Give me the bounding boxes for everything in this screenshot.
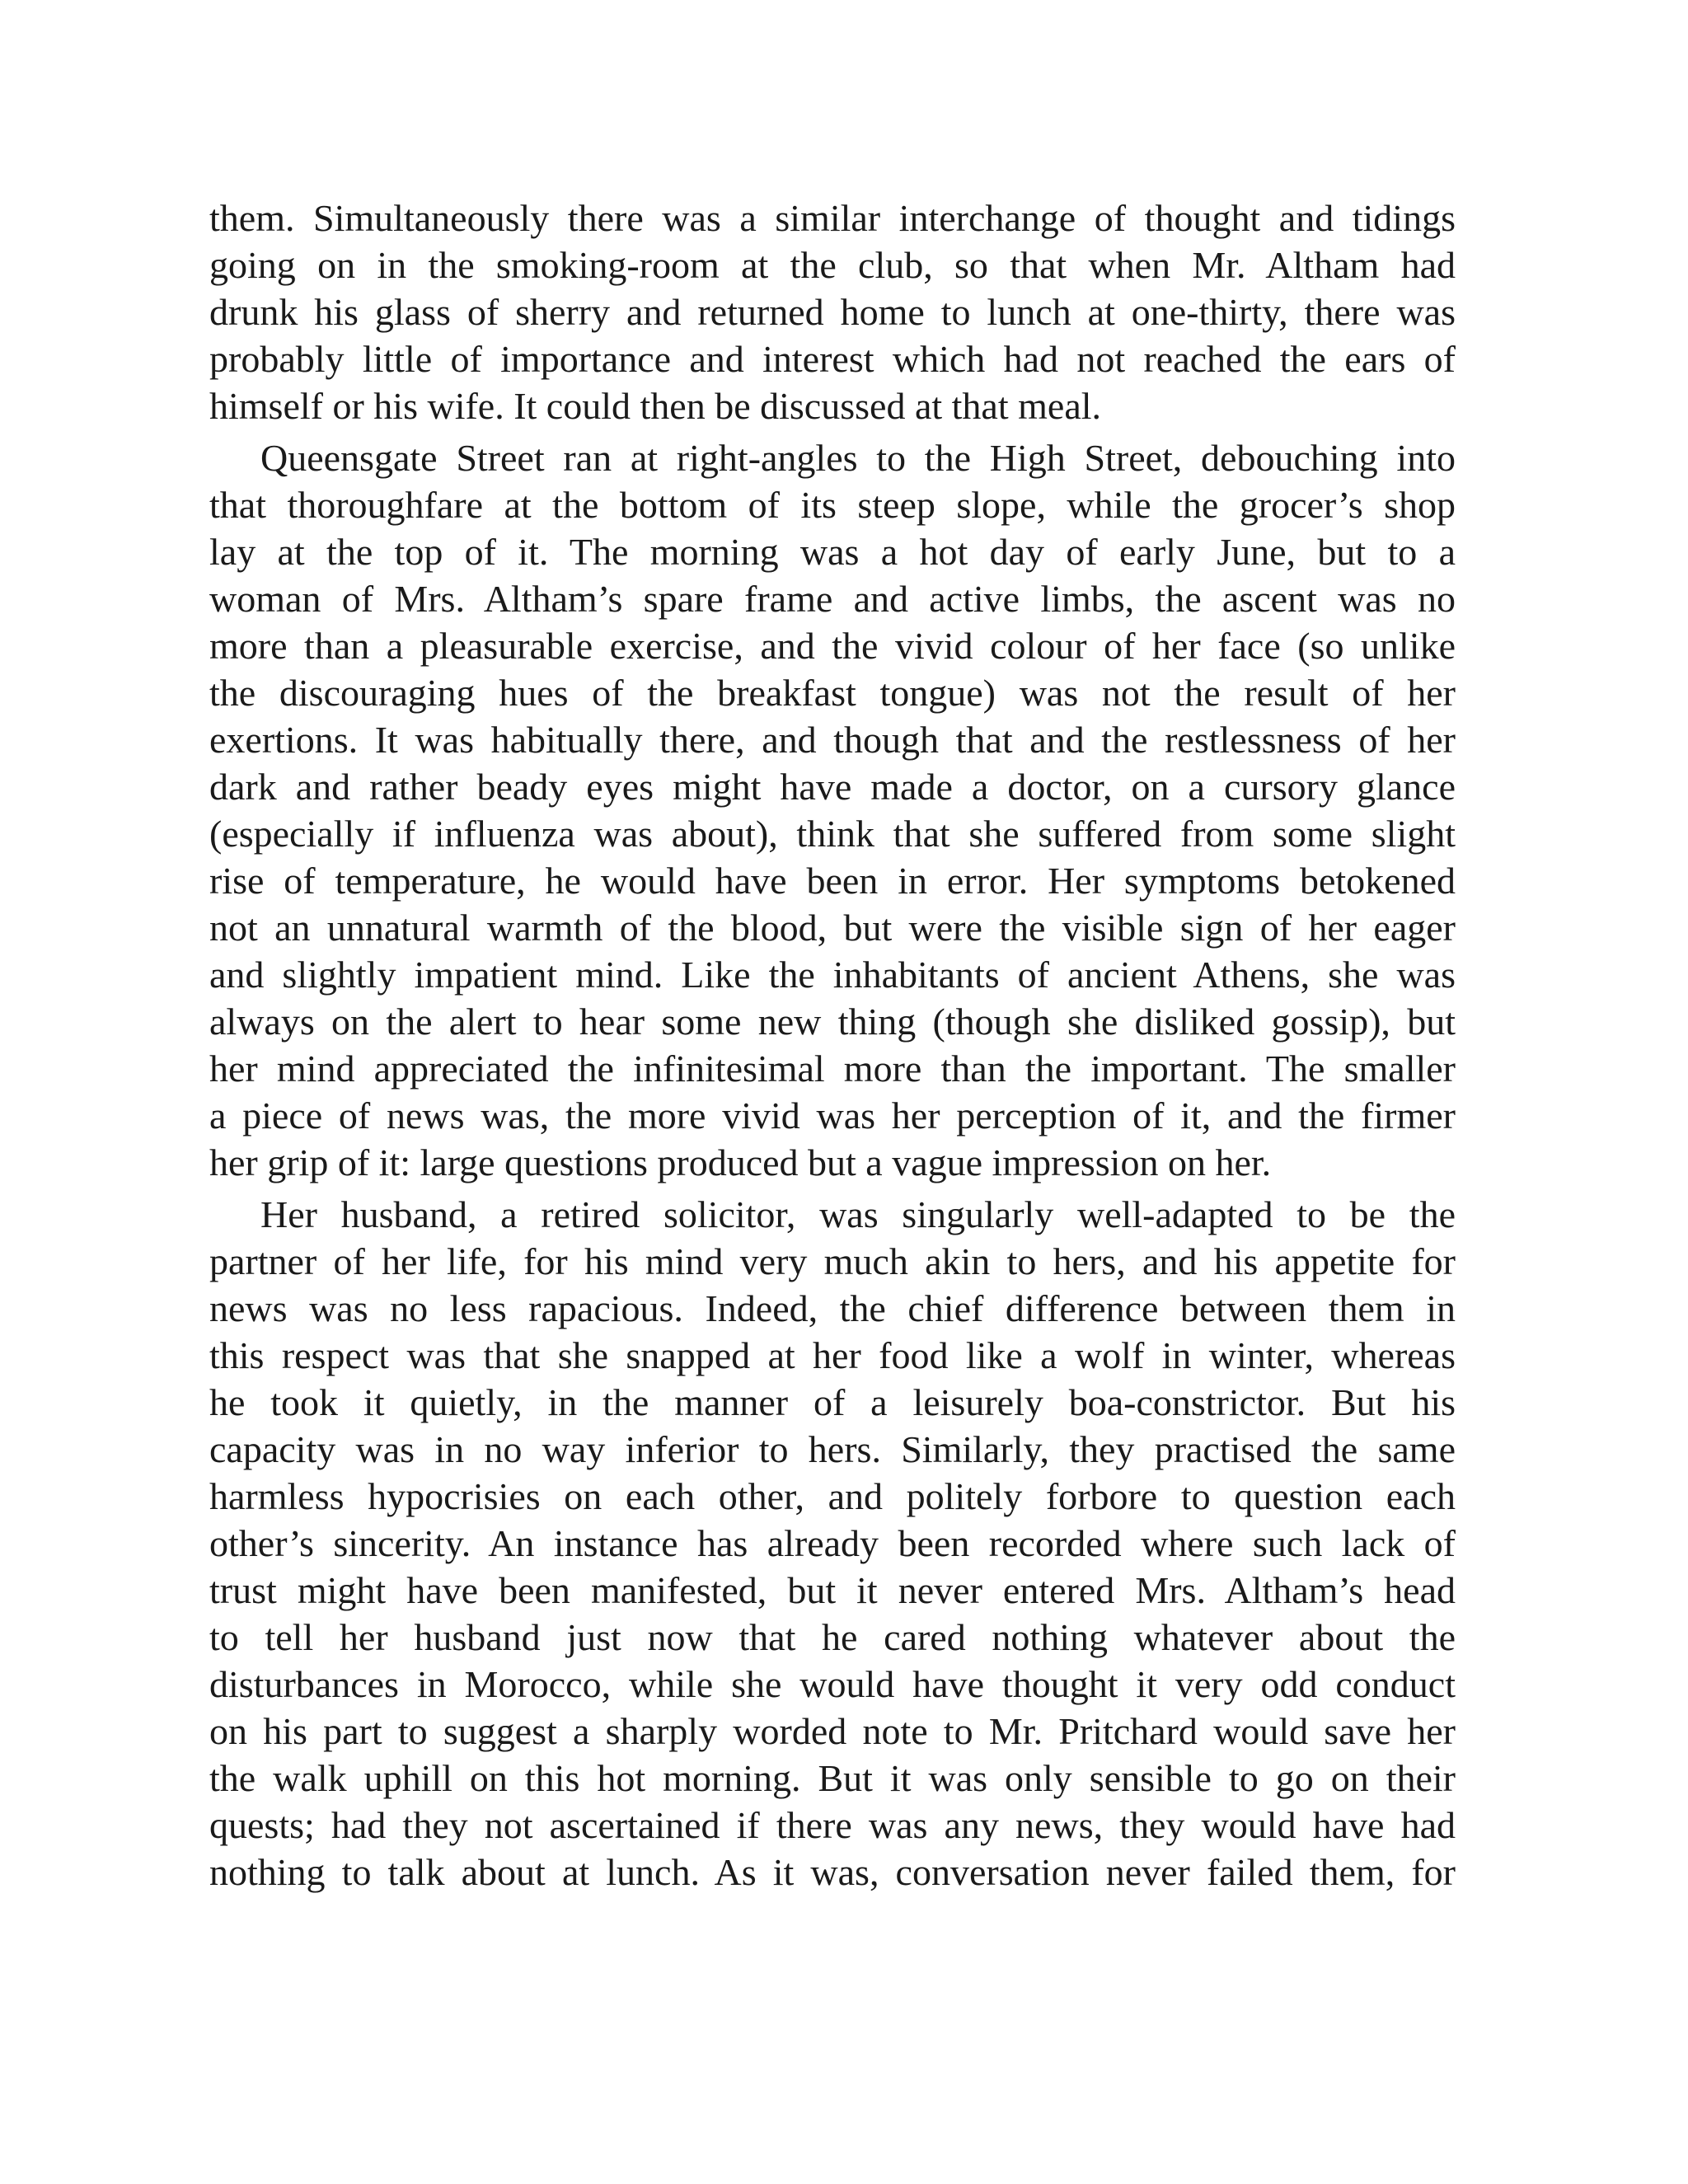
text-line: a piece of news was, the more vivid was her perception of it, and the firmer <box>209 1094 1456 1137</box>
text-line: himself or his wife. It could then be discussed at that meal. <box>209 385 1102 427</box>
paragraph-2 <box>209 434 1456 1186</box>
text-line: probably little of importance and interest which had not reached the ears of <box>209 338 1456 380</box>
paragraph-1 <box>209 194 1456 429</box>
text-line: them. Simultaneously there was a similar interchange of thought and tidings <box>209 197 1456 239</box>
text-line: Queensgate Street ran at right-angles to the High Street, debouching into <box>260 437 1456 479</box>
text-line: her grip of it: large questions produced but a vague impression on her. <box>209 1141 1272 1183</box>
text-line: (especially if influenza was about), think that she suffered from some slight <box>209 813 1456 855</box>
text-line: dark and rather beady eyes might have made a doctor, on a cursory glance <box>209 766 1456 808</box>
text-line: nothing to talk about at lunch. As it was, conversation never failed them, for <box>209 1851 1456 1893</box>
text-line: exertions. It was habitually there, and though that and the restlessness of her <box>209 719 1456 761</box>
text-line: going on in the smoking-room at the club, so that when Mr. Altham had <box>209 244 1456 286</box>
paragraph-3 <box>209 1191 1456 1896</box>
text-line: woman of Mrs. Altham’s spare frame and active limbs, the ascent was no <box>209 578 1456 620</box>
text-line: her mind appreciated the infinitesimal more than the important. The smaller <box>209 1047 1456 1090</box>
text-line: this respect was that she snapped at her food like a wolf in winter, whereas <box>209 1334 1456 1376</box>
text-line: lay at the top of it. The morning was a hot day of early June, but to a <box>209 531 1456 573</box>
text-line: not an unnatural warmth of the blood, but were the visible sign of her eager <box>209 907 1456 949</box>
text-line: harmless hypocrisies on each other, and politely forbore to question each <box>209 1475 1456 1517</box>
text-line: disturbances in Morocco, while she would have thought it very odd conduct <box>209 1663 1456 1705</box>
text-line: quests; had they not ascertained if there was any news, they would have had <box>209 1804 1456 1846</box>
text-line: more than a pleasurable exercise, and the vivid colour of her face (so unlike <box>209 625 1456 667</box>
text-line: partner of her life, for his mind very much akin to hers, and his appetite for <box>209 1240 1456 1282</box>
text-line: drunk his glass of sherry and returned home to lunch at one-thirty, there was <box>209 291 1456 333</box>
text-line: the discouraging hues of the breakfast tongue) was not the result of her <box>209 672 1456 714</box>
body-text <box>209 194 1456 1900</box>
text-line: always on the alert to hear some new thing (though she disliked gossip), but <box>209 1001 1456 1043</box>
text-line: other’s sincerity. An instance has already been recorded where such lack of <box>209 1522 1456 1564</box>
text-line: and slightly impatient mind. Like the inhabitants of ancient Athens, she was <box>209 954 1456 996</box>
text-line: rise of temperature, he would have been in error. Her symptoms betokened <box>209 860 1456 902</box>
text-line: Her husband, a retired solicitor, was singularly well-adapted to be the <box>260 1193 1456 1235</box>
text-line: capacity was in no way inferior to hers. Similarly, they practised the same <box>209 1428 1456 1470</box>
text-line: to tell her husband just now that he cared nothing whatever about the <box>209 1616 1456 1658</box>
text-line: trust might have been manifested, but it never entered Mrs. Altham’s head <box>209 1569 1456 1611</box>
text-line: the walk uphill on this hot morning. But it was only sensible to go on their <box>209 1757 1456 1799</box>
text-line: news was no less rapacious. Indeed, the chief difference between them in <box>209 1287 1456 1329</box>
text-line: he took it quietly, in the manner of a leisurely boa-constrictor. But his <box>209 1381 1456 1423</box>
text-line: on his part to suggest a sharply worded note to Mr. Pritchard would save her <box>209 1710 1456 1752</box>
text-line: that thoroughfare at the bottom of its steep slope, while the grocer’s shop <box>209 484 1456 526</box>
